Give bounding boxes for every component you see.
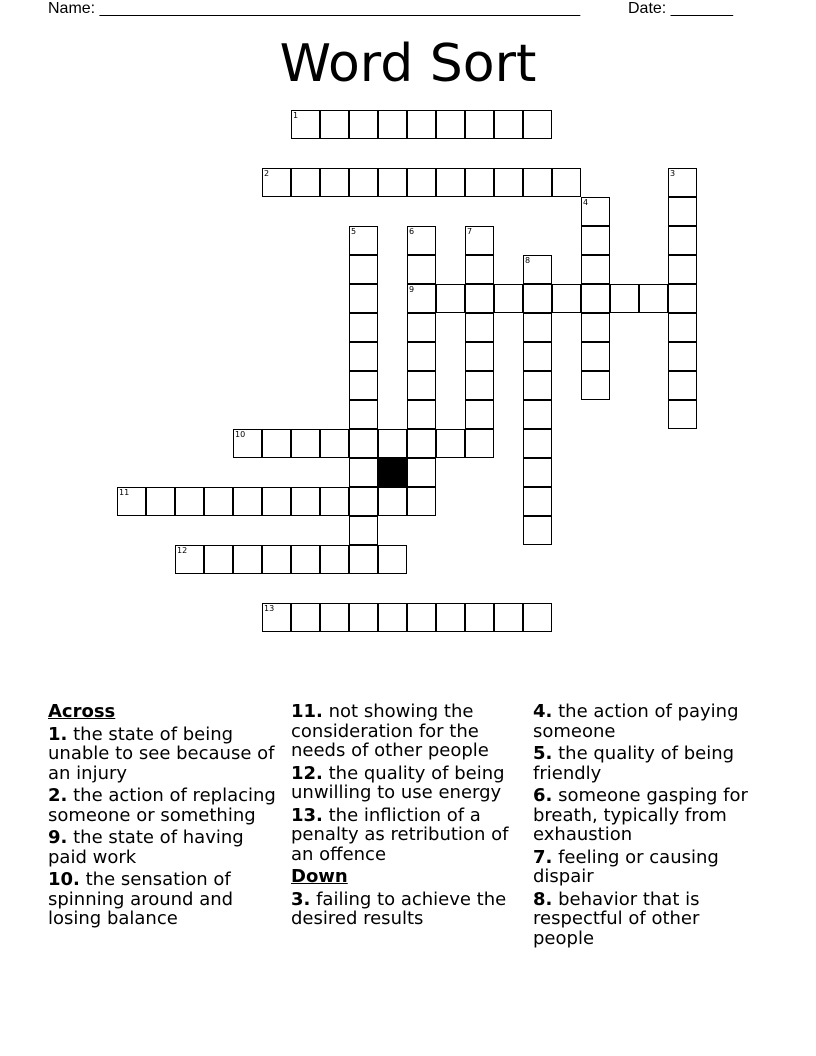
grid-cell[interactable] [320, 603, 349, 632]
grid-cell[interactable] [668, 400, 697, 429]
clue-number: 11 [119, 488, 130, 497]
grid-cell[interactable] [407, 429, 436, 458]
grid-cell[interactable] [349, 400, 378, 429]
block-cell [378, 458, 407, 487]
grid-cell[interactable] [204, 487, 233, 516]
grid-cell[interactable] [523, 255, 552, 284]
clue-number: 7 [467, 227, 473, 236]
grid-cell[interactable] [581, 342, 610, 371]
grid-cell[interactable] [581, 255, 610, 284]
clue-number: 13 [264, 604, 275, 613]
grid-cell[interactable] [146, 487, 175, 516]
clue-item-text: someone gasping for breath, typically from exhaustion [533, 785, 748, 845]
clue-item-number: 13. [291, 804, 323, 826]
page-title: Word Sort [279, 34, 537, 94]
grid-cell[interactable] [523, 110, 552, 139]
grid-cell[interactable] [407, 603, 436, 632]
clue-item-text: the quality of being unwilling to use energy [291, 762, 505, 803]
grid-cell[interactable] [465, 168, 494, 197]
grid-cell[interactable] [523, 168, 552, 197]
clue-item [533, 786, 765, 845]
grid-cell[interactable] [494, 284, 523, 313]
grid-cell[interactable] [233, 487, 262, 516]
grid-cell[interactable] [349, 516, 378, 545]
clue-number: 8 [525, 256, 531, 265]
clue-number: 1 [293, 111, 299, 120]
grid-cell[interactable] [465, 110, 494, 139]
clue-item-number: 9. [48, 827, 68, 848]
grid-cell[interactable] [291, 545, 320, 574]
grid-cell[interactable] [291, 168, 320, 197]
grid-cell[interactable] [378, 168, 407, 197]
grid-cell[interactable] [407, 284, 436, 313]
clue-item-number: 5. [533, 743, 553, 764]
grid-cell[interactable] [523, 284, 552, 313]
grid-cell[interactable] [117, 487, 146, 516]
clue-item-number: 3. [291, 888, 311, 910]
grid-cell[interactable] [320, 487, 349, 516]
grid-cell[interactable] [407, 313, 436, 342]
grid-cell[interactable] [465, 313, 494, 342]
clue-item-text: the state of having paid work [48, 827, 244, 868]
clue-item-number: 4. [533, 701, 553, 722]
clue-item [533, 890, 765, 949]
grid-cell[interactable] [523, 603, 552, 632]
grid-cell[interactable] [436, 429, 465, 458]
clue-item [533, 848, 765, 887]
clue-item [533, 702, 765, 741]
clue-number: 5 [351, 227, 357, 236]
clue-item-text: the action of replacing someone or something [48, 785, 276, 826]
grid-cell[interactable] [581, 371, 610, 400]
grid-cell[interactable] [349, 603, 378, 632]
clue-number: 4 [583, 198, 589, 207]
grid-cell[interactable] [668, 226, 697, 255]
grid-cell[interactable] [349, 371, 378, 400]
grid-cell[interactable] [407, 226, 436, 255]
clue-item-number: 11. [291, 701, 323, 722]
clue-item-number: 1. [48, 723, 68, 745]
grid-cell[interactable] [581, 197, 610, 226]
grid-cell[interactable] [407, 168, 436, 197]
grid-cell[interactable] [407, 487, 436, 516]
grid-cell[interactable] [349, 342, 378, 371]
grid-cell[interactable] [407, 400, 436, 429]
grid-cell[interactable] [552, 168, 581, 197]
grid-cell[interactable] [233, 429, 262, 458]
date-field[interactable]: Date: _______ [628, 0, 733, 17]
clue-item-text: the infliction of a penalty as retribution of an offence [291, 804, 509, 865]
grid-cell[interactable] [407, 371, 436, 400]
clue-item [291, 890, 523, 929]
grid-cell[interactable] [436, 110, 465, 139]
clue-item [533, 744, 765, 783]
clue-column-2 [291, 702, 523, 932]
clue-list [48, 702, 778, 1002]
grid-cell[interactable] [523, 371, 552, 400]
grid-cell[interactable] [494, 168, 523, 197]
grid-cell[interactable] [378, 545, 407, 574]
grid-cell[interactable] [407, 255, 436, 284]
grid-cell[interactable] [668, 313, 697, 342]
grid-cell[interactable] [349, 255, 378, 284]
grid-cell[interactable] [610, 284, 639, 313]
grid-cell[interactable] [349, 545, 378, 574]
grid-cell[interactable] [668, 371, 697, 400]
clue-item-text: failing to achieve the desired results [291, 888, 507, 929]
grid-cell[interactable] [465, 400, 494, 429]
grid-cell[interactable] [262, 487, 291, 516]
clue-item-number: 6. [533, 785, 553, 806]
clue-number: 3 [670, 169, 676, 178]
grid-cell[interactable] [465, 603, 494, 632]
clue-number: 2 [264, 169, 270, 178]
grid-cell[interactable] [320, 545, 349, 574]
clue-item-number: 7. [533, 846, 553, 868]
grid-cell[interactable] [349, 458, 378, 487]
grid-cell[interactable] [465, 255, 494, 284]
grid-cell[interactable] [639, 284, 668, 313]
clue-item-text: the state of being unable to see because of an injury [48, 723, 275, 784]
grid-cell[interactable] [349, 226, 378, 255]
grid-cell[interactable] [668, 197, 697, 226]
clue-item [291, 806, 523, 865]
grid-cell[interactable] [349, 110, 378, 139]
grid-cell[interactable] [436, 603, 465, 632]
grid-cell[interactable] [465, 226, 494, 255]
clue-item [48, 786, 280, 825]
grid-cell[interactable] [523, 516, 552, 545]
grid-cell[interactable] [465, 371, 494, 400]
grid-cell[interactable] [320, 429, 349, 458]
grid-cell[interactable] [349, 284, 378, 313]
grid-cell[interactable] [291, 429, 320, 458]
name-field[interactable]: Name: ______________________________________________________ [48, 0, 581, 17]
grid-cell[interactable] [668, 284, 697, 313]
grid-cell[interactable] [668, 342, 697, 371]
grid-cell[interactable] [378, 429, 407, 458]
clue-item-text: behavior that is respectful of other people [533, 888, 700, 949]
clue-item-number: 2. [48, 785, 68, 806]
grid-cell[interactable] [581, 226, 610, 255]
grid-cell[interactable] [378, 603, 407, 632]
clue-item-number: 12. [291, 762, 323, 784]
grid-cell[interactable] [262, 429, 291, 458]
clue-item-text: the sensation of spinning around and losing balance [48, 869, 234, 929]
clue-item-number: 8. [533, 888, 553, 910]
grid-cell[interactable] [349, 429, 378, 458]
grid-cell[interactable] [175, 487, 204, 516]
clue-item-text: the quality of being friendly [533, 743, 735, 784]
grid-cell[interactable] [291, 110, 320, 139]
grid-cell[interactable] [320, 110, 349, 139]
grid-cell[interactable] [436, 284, 465, 313]
clue-number: 10 [235, 430, 246, 439]
grid-cell[interactable] [349, 168, 378, 197]
clue-item-text: the action of paying someone [533, 701, 739, 742]
grid-cell[interactable] [175, 545, 204, 574]
grid-cell[interactable] [523, 429, 552, 458]
grid-cell[interactable] [523, 342, 552, 371]
grid-cell[interactable] [581, 284, 610, 313]
clue-item [48, 725, 280, 784]
grid-cell[interactable] [262, 603, 291, 632]
grid-cell[interactable] [465, 284, 494, 313]
grid-cell[interactable] [291, 487, 320, 516]
grid-cell[interactable] [407, 458, 436, 487]
clue-item [48, 828, 280, 867]
grid-cell[interactable] [523, 313, 552, 342]
grid-cell[interactable] [668, 255, 697, 284]
clue-item [291, 764, 523, 803]
grid-cell[interactable] [349, 487, 378, 516]
clue-item [48, 870, 280, 929]
clue-item-number: 10. [48, 869, 80, 890]
grid-cell[interactable] [668, 168, 697, 197]
grid-cell[interactable] [581, 313, 610, 342]
grid-cell[interactable] [407, 342, 436, 371]
grid-cell[interactable] [262, 545, 291, 574]
grid-cell[interactable] [204, 545, 233, 574]
clue-item [291, 702, 523, 761]
grid-cell[interactable] [378, 110, 407, 139]
grid-cell[interactable] [523, 487, 552, 516]
clue-number: 12 [177, 546, 188, 555]
clue-number: 6 [409, 227, 415, 236]
grid-cell[interactable] [378, 487, 407, 516]
across-heading: Across [48, 701, 116, 722]
clue-column-3 [533, 702, 765, 951]
down-heading: Down [291, 866, 348, 887]
grid-cell[interactable] [465, 429, 494, 458]
grid-cell[interactable] [233, 545, 262, 574]
clue-item-text: not showing the consideration for the needs of other people [291, 701, 489, 761]
grid-cell[interactable] [523, 400, 552, 429]
grid-cell[interactable] [494, 110, 523, 139]
clue-number: 9 [409, 285, 415, 294]
clue-column-1 [48, 702, 280, 932]
clue-item-text: feeling or causing dispair [533, 846, 719, 887]
grid-cell[interactable] [552, 284, 581, 313]
grid-cell[interactable] [320, 168, 349, 197]
grid-cell[interactable] [494, 603, 523, 632]
grid-cell[interactable] [407, 110, 436, 139]
grid-cell[interactable] [291, 603, 320, 632]
grid-cell[interactable] [349, 313, 378, 342]
grid-cell[interactable] [523, 458, 552, 487]
grid-cell[interactable] [262, 168, 291, 197]
grid-cell[interactable] [465, 342, 494, 371]
grid-cell[interactable] [436, 168, 465, 197]
